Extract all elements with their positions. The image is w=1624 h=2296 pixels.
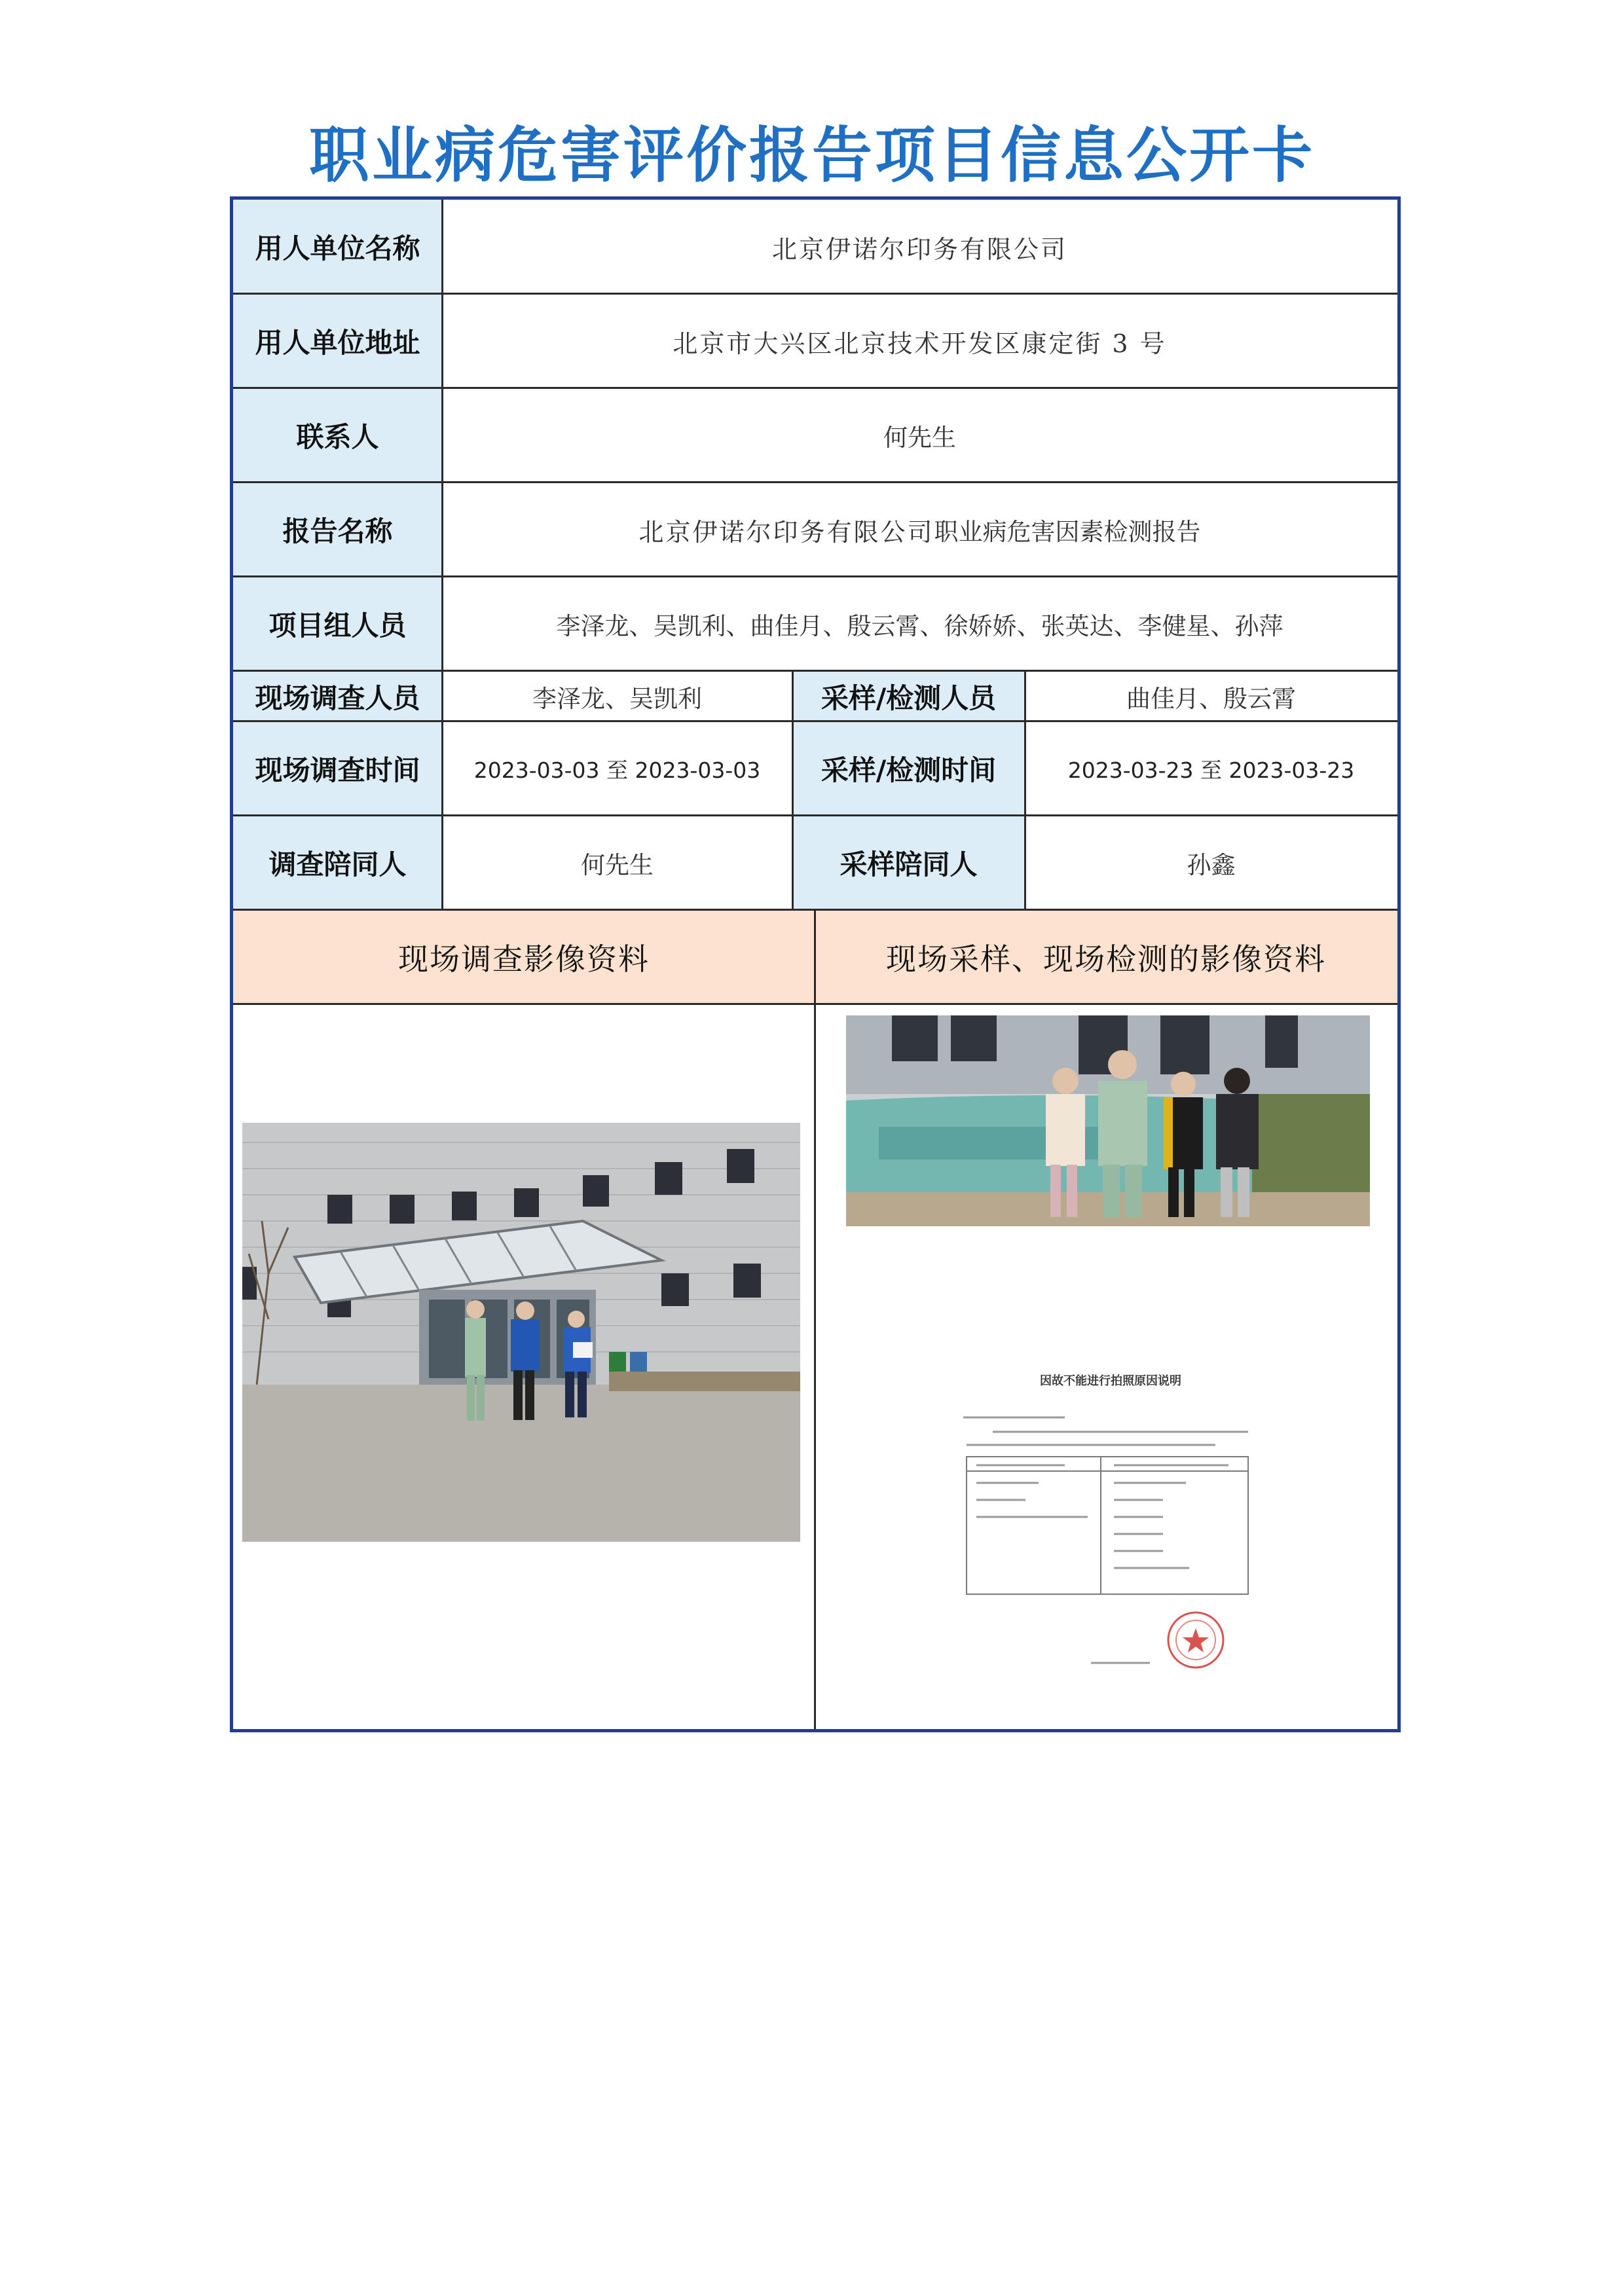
no-photo-explanation-document [940, 1358, 1281, 1673]
value-sampling-escort: 孙鑫 [1025, 816, 1397, 910]
label-sampling-time: 采样/检测时间 [792, 721, 1025, 816]
notice-title: 因故不能进行拍照原因说明 [1040, 1374, 1181, 1388]
value-report-name [442, 483, 1397, 577]
sampling-site-photo [846, 1015, 1370, 1226]
label-employer-address: 用人单位地址 [233, 294, 442, 388]
survey-site-photo [242, 1123, 800, 1542]
label-sampling-escort: 采样陪同人 [792, 816, 1025, 910]
value-sampling-time: 2023-03-23 至 2023-03-23 [1025, 721, 1397, 816]
report-title-suffix: 职业病危害因素检测报告 [934, 518, 1201, 546]
value-survey-time: 2023-03-03 至 2023-03-03 [442, 721, 792, 816]
report-company-name: 北京伊诺尔印务有限公司 [638, 517, 934, 547]
value-team: 李泽龙、吴凯利、曲佳月、殷云霄、徐娇娇、张英达、李健星、孙萍 [442, 577, 1397, 671]
value-contact: 何先生 [442, 388, 1397, 483]
label-survey-escort: 调查陪同人 [233, 816, 442, 910]
value-sampling-staff: 曲佳月、殷云霄 [1025, 671, 1397, 721]
info-card-table [230, 196, 1401, 1732]
label-sampling-staff: 采样/检测人员 [792, 671, 1025, 721]
section-survey-images: 现场调查影像资料 [233, 910, 815, 1004]
value-employer-name: 北京伊诺尔印务有限公司 [442, 200, 1397, 294]
label-survey-staff: 现场调查人员 [233, 671, 442, 721]
label-survey-time: 现场调查时间 [233, 721, 442, 816]
value-employer-address: 北京市大兴区北京技术开发区康定街 3 号 [442, 294, 1397, 388]
label-report-name: 报告名称 [233, 483, 442, 577]
label-team: 项目组人员 [233, 577, 442, 671]
label-employer-name: 用人单位名称 [233, 200, 442, 294]
page-title: 职业病危害评价报告项目信息公开卡 [308, 120, 1315, 191]
value-survey-escort: 何先生 [442, 816, 792, 910]
label-contact: 联系人 [233, 388, 442, 483]
section-sampling-images: 现场采样、现场检测的影像资料 [815, 910, 1397, 1004]
value-survey-staff: 李泽龙、吴凯利 [442, 671, 792, 721]
